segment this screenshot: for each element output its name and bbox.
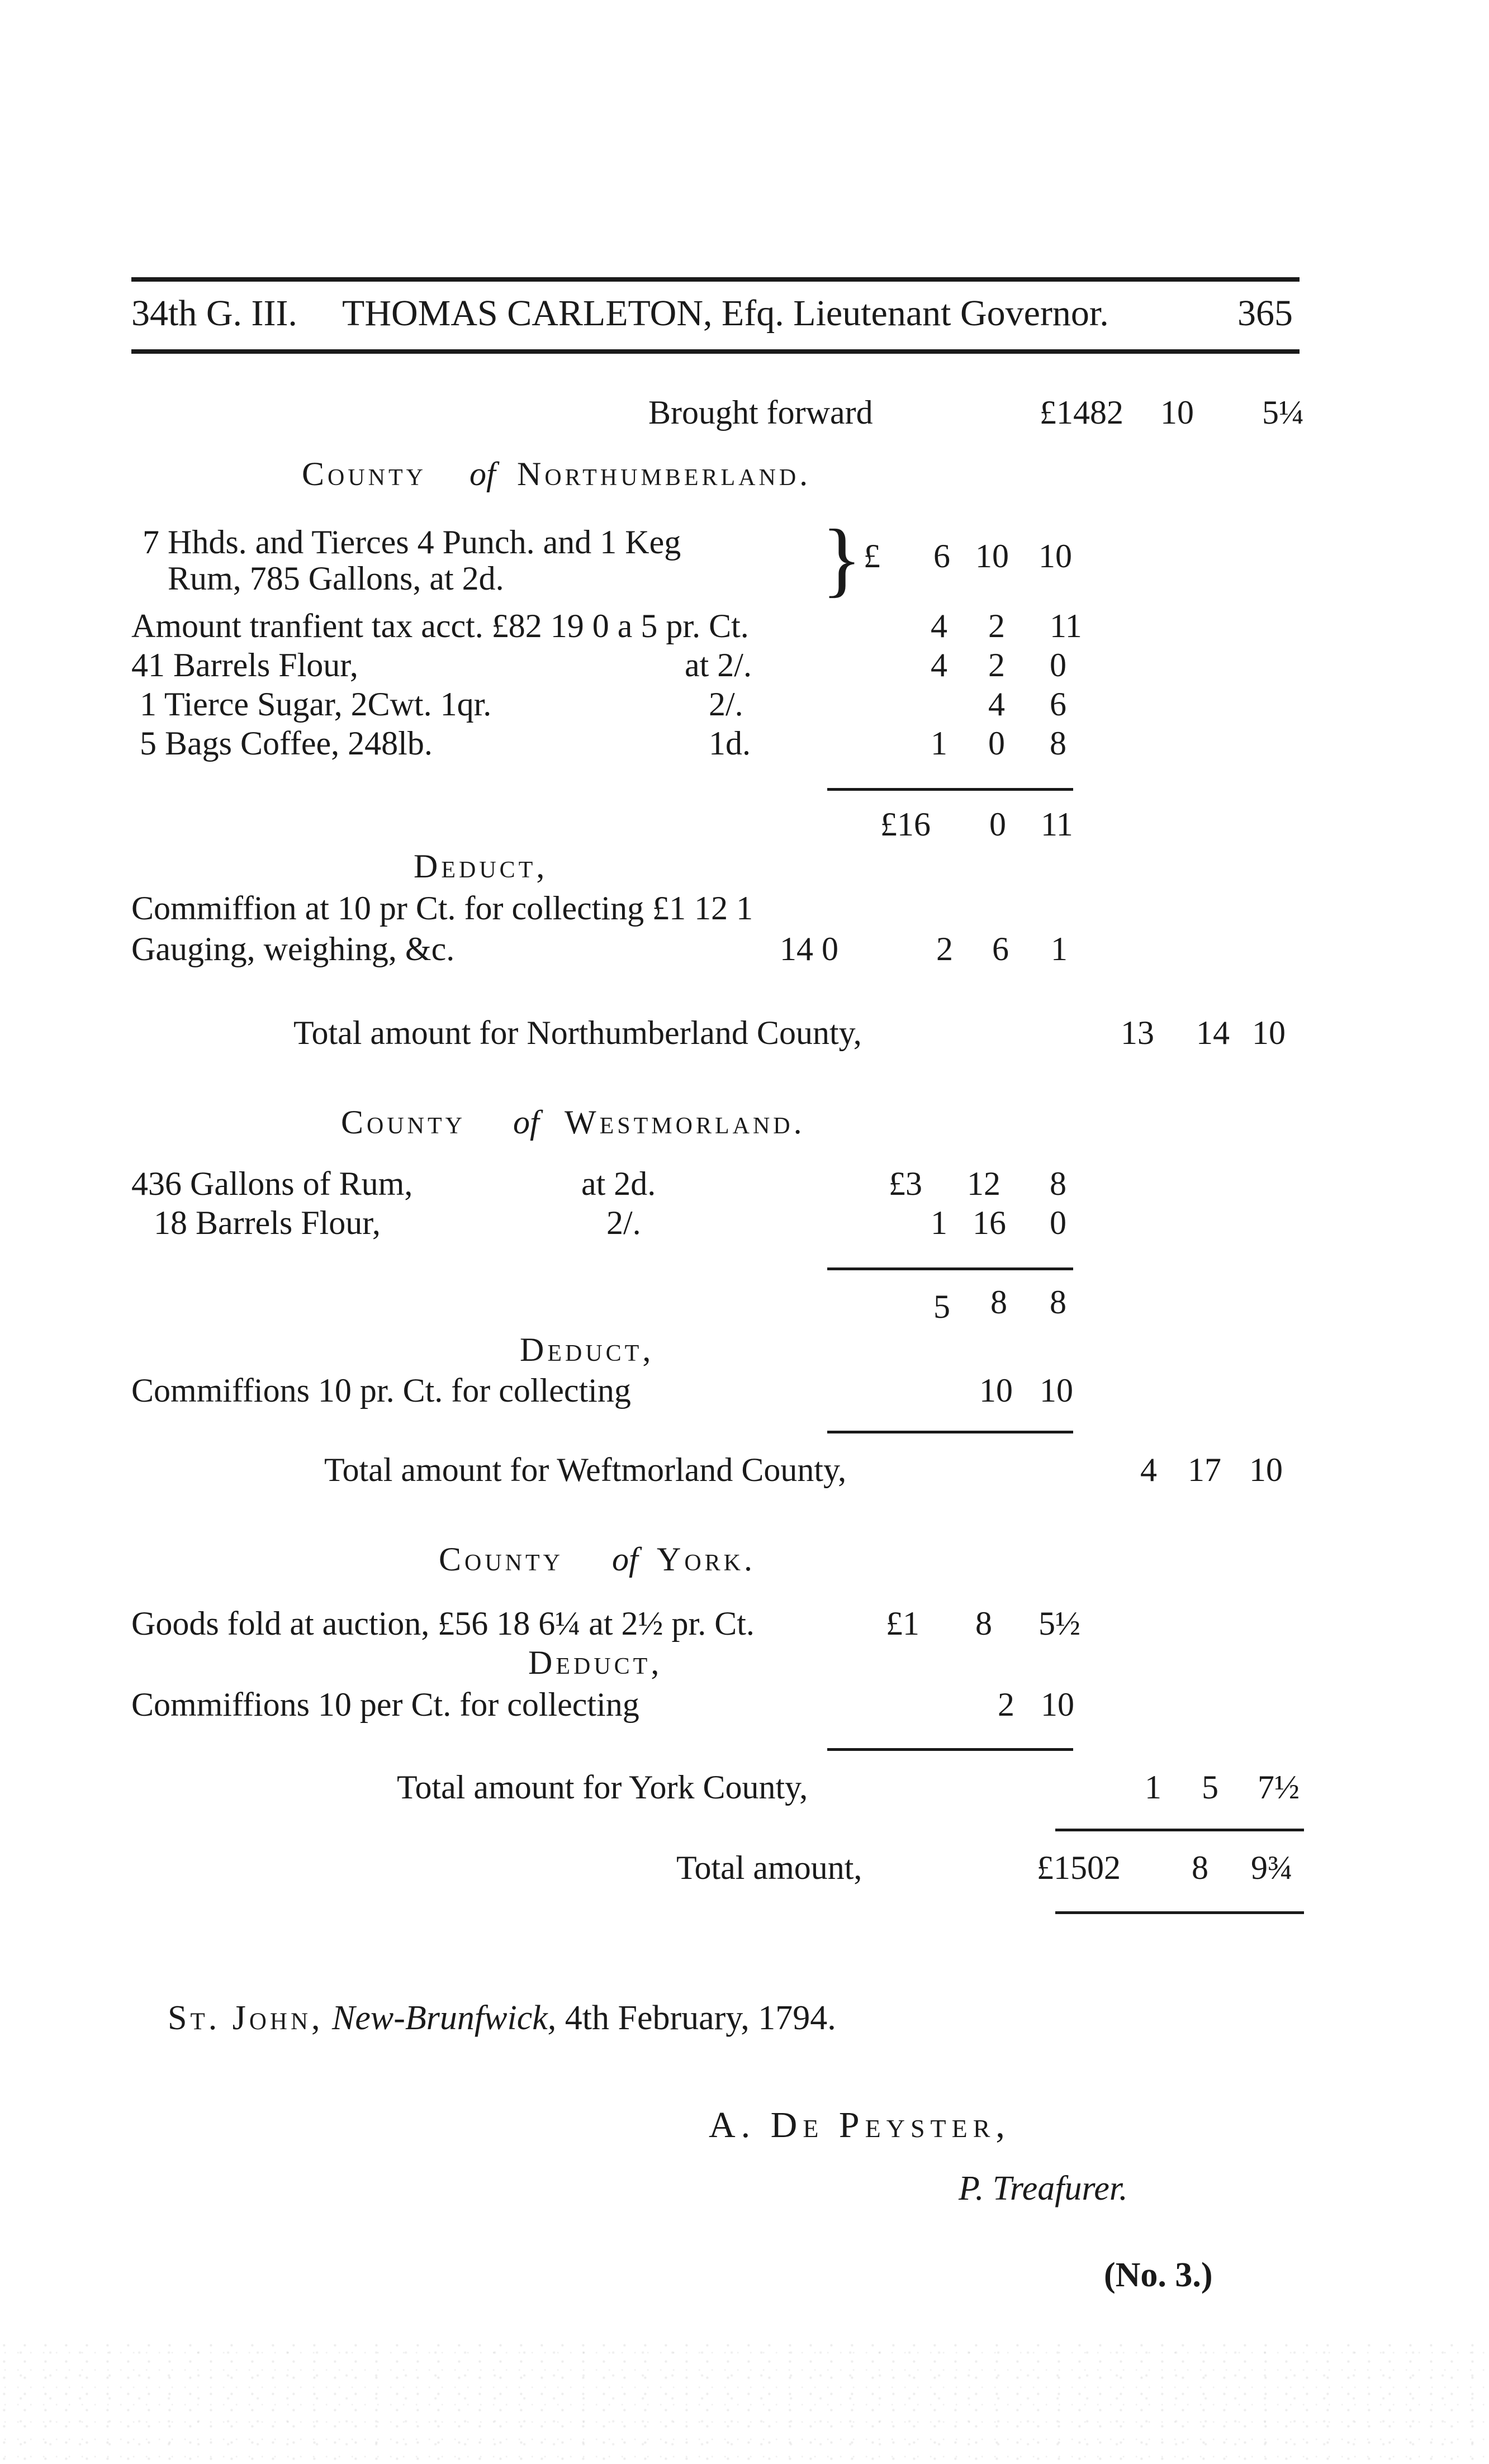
dateline-place: St. John,: [168, 1999, 324, 2037]
item-pence: 6: [1050, 686, 1066, 723]
item-pence: 5½: [1038, 1605, 1080, 1642]
page-number: 365: [1237, 293, 1293, 334]
grand-total-rule-bottom: [1055, 1911, 1304, 1914]
item-description: Goods fold at auction, £56 18 6¼ at 2½ pr. Ct.: [131, 1605, 755, 1642]
brace: }: [822, 512, 862, 605]
county-total-label: Total amount for York County,: [397, 1769, 808, 1806]
grand-total-shillings: 8: [1192, 1849, 1208, 1886]
county-total-label: Total amount for Weftmorland County,: [324, 1451, 847, 1488]
item-shillings: 0: [988, 725, 1005, 762]
item-pounds: £3: [889, 1165, 922, 1202]
item-pounds: 6: [933, 538, 950, 575]
deduct-label: Deduct,: [414, 848, 548, 885]
deduction-description: Gauging, weighing, &c.: [131, 930, 455, 967]
deduction-description: Commiffion at 10 pr Ct. for collecting £1 12 1: [131, 890, 753, 927]
item-description-line2: Rum, 785 Gallons, at 2d.: [168, 560, 504, 597]
dateline: [168, 2001, 836, 2035]
item-pounds: 4: [931, 647, 947, 683]
item-shillings: 2: [988, 647, 1005, 683]
section-heading-of: of: [470, 455, 496, 492]
item-pence: 10: [1038, 538, 1072, 575]
section-heading-name: York.: [657, 1541, 756, 1578]
item-shillings: 10: [975, 538, 1009, 575]
dateline-province: New-Brunfwick,: [332, 1999, 557, 2037]
item-shillings: 12: [967, 1165, 1000, 1202]
grand-total-label: Total amount,: [676, 1849, 862, 1886]
item-rate: 1d.: [709, 725, 751, 762]
item-pound-sign: £: [864, 538, 880, 575]
section-heading-of: of: [612, 1541, 638, 1578]
item-pounds: 4: [931, 607, 947, 644]
section-heading-name: Northumberland.: [517, 455, 812, 492]
brought-forward-pounds: £1482: [1040, 394, 1123, 431]
deduct-label: Deduct,: [528, 1644, 663, 1681]
item-rate: at 2/.: [685, 647, 752, 683]
item-shillings: 2: [988, 607, 1005, 644]
section-heading-of: of: [513, 1104, 539, 1141]
item-description: 436 Gallons of Rum,: [131, 1165, 413, 1202]
subtotal-shillings: 8: [990, 1284, 1007, 1321]
item-pence: 8: [1050, 725, 1066, 762]
brought-forward-pence: 5¼: [1262, 394, 1304, 431]
county-total-label: Total amount for Northumberland County,: [293, 1014, 862, 1051]
deduct-label: Deduct,: [520, 1331, 655, 1368]
deduction-description: Commiffions 10 per Ct. for collecting: [131, 1686, 639, 1723]
county-total-pence: 7½: [1258, 1769, 1300, 1806]
item-pounds: 1: [931, 1204, 947, 1241]
item-description-line1: 7 Hhds. and Tierces 4 Punch. and 1 Keg: [143, 524, 681, 561]
subtotal-pounds: £16: [880, 806, 931, 843]
item-description: 18 Barrels Flour,: [154, 1204, 381, 1241]
item-rate: 2/.: [606, 1204, 641, 1241]
header-title: THOMAS CARLETON, Efq. Lieutenant Governor.: [342, 293, 1109, 334]
item-description: 41 Barrels Flour,: [131, 647, 358, 683]
subtotal-rule: [827, 1267, 1073, 1270]
item-shillings: 4: [988, 686, 1005, 723]
county-total-pence: 10: [1249, 1451, 1283, 1488]
item-description: 5 Bags Coffee, 248lb.: [140, 725, 433, 762]
header-bottom-rule: [131, 349, 1300, 354]
deduction-extra: 14 0: [780, 930, 838, 967]
subtotal-shillings: 0: [989, 806, 1006, 843]
grand-total-pounds: £1502: [1037, 1849, 1121, 1886]
deduction-rule: [827, 1431, 1073, 1433]
deduction-pence: 6: [992, 930, 1009, 967]
scan-noise: [0, 2339, 1489, 2464]
section-heading-county: County: [341, 1104, 466, 1141]
deduction-description: Commiffions 10 pr. Ct. for collecting: [131, 1372, 631, 1409]
county-total-pounds: 1: [1145, 1769, 1161, 1806]
item-pence: 8: [1050, 1165, 1066, 1202]
county-total-pounds: 4: [1140, 1451, 1157, 1488]
grand-total-pence: 9¾: [1251, 1849, 1293, 1886]
brought-forward-label: Brought forward: [648, 394, 873, 431]
deduction-pence: 10: [1040, 1372, 1073, 1409]
county-total-shillings: 14: [1196, 1014, 1230, 1051]
county-total-shillings: 5: [1202, 1769, 1218, 1806]
item-shillings: 16: [973, 1204, 1006, 1241]
item-shillings: 8: [975, 1605, 992, 1642]
item-pounds: 1: [931, 725, 947, 762]
subtotal-pounds: 5: [933, 1288, 950, 1325]
item-pence: 0: [1050, 647, 1066, 683]
item-rate: at 2d.: [581, 1165, 656, 1202]
footer-note: (No. 3.): [1104, 2256, 1213, 2294]
item-pounds: £1: [886, 1605, 919, 1642]
subtotal-pence: 11: [1041, 806, 1073, 843]
item-description: Amount tranfient tax acct. £82 19 0 a 5 pr. Ct.: [131, 607, 749, 644]
deduction-rule: [827, 1748, 1073, 1751]
county-total-pounds: 13: [1121, 1014, 1154, 1051]
item-pence: 11: [1050, 607, 1082, 644]
header-top-rule: [131, 277, 1300, 282]
section-heading-name: Westmorland.: [565, 1104, 805, 1141]
subtotal-rule: [827, 788, 1073, 791]
section-heading-county: County: [439, 1541, 563, 1578]
signature-name: A. De Peyster,: [709, 2105, 1011, 2145]
brought-forward-shillings: 10: [1160, 394, 1194, 431]
item-pence: 0: [1050, 1204, 1066, 1241]
deduction-trailing: 1: [1051, 930, 1068, 967]
header-reign: 34th G. III.: [131, 293, 297, 334]
dateline-date: 4th February, 1794.: [565, 1999, 836, 2037]
section-heading-county: County: [302, 455, 426, 492]
item-rate: 2/.: [709, 686, 743, 723]
county-total-pence: 10: [1252, 1014, 1286, 1051]
item-description: 1 Tierce Sugar, 2Cwt. 1qr.: [140, 686, 492, 723]
deduction-pence: 10: [1041, 1686, 1074, 1723]
deduction-shillings: 2: [936, 930, 953, 967]
subtotal-pence: 8: [1050, 1284, 1066, 1321]
signature-title: P. Treafurer.: [959, 2169, 1128, 2207]
deduction-shillings: 10: [979, 1372, 1013, 1409]
county-total-shillings: 17: [1188, 1451, 1221, 1488]
deduction-shillings: 2: [998, 1686, 1014, 1723]
grand-total-rule-top: [1055, 1829, 1304, 1831]
